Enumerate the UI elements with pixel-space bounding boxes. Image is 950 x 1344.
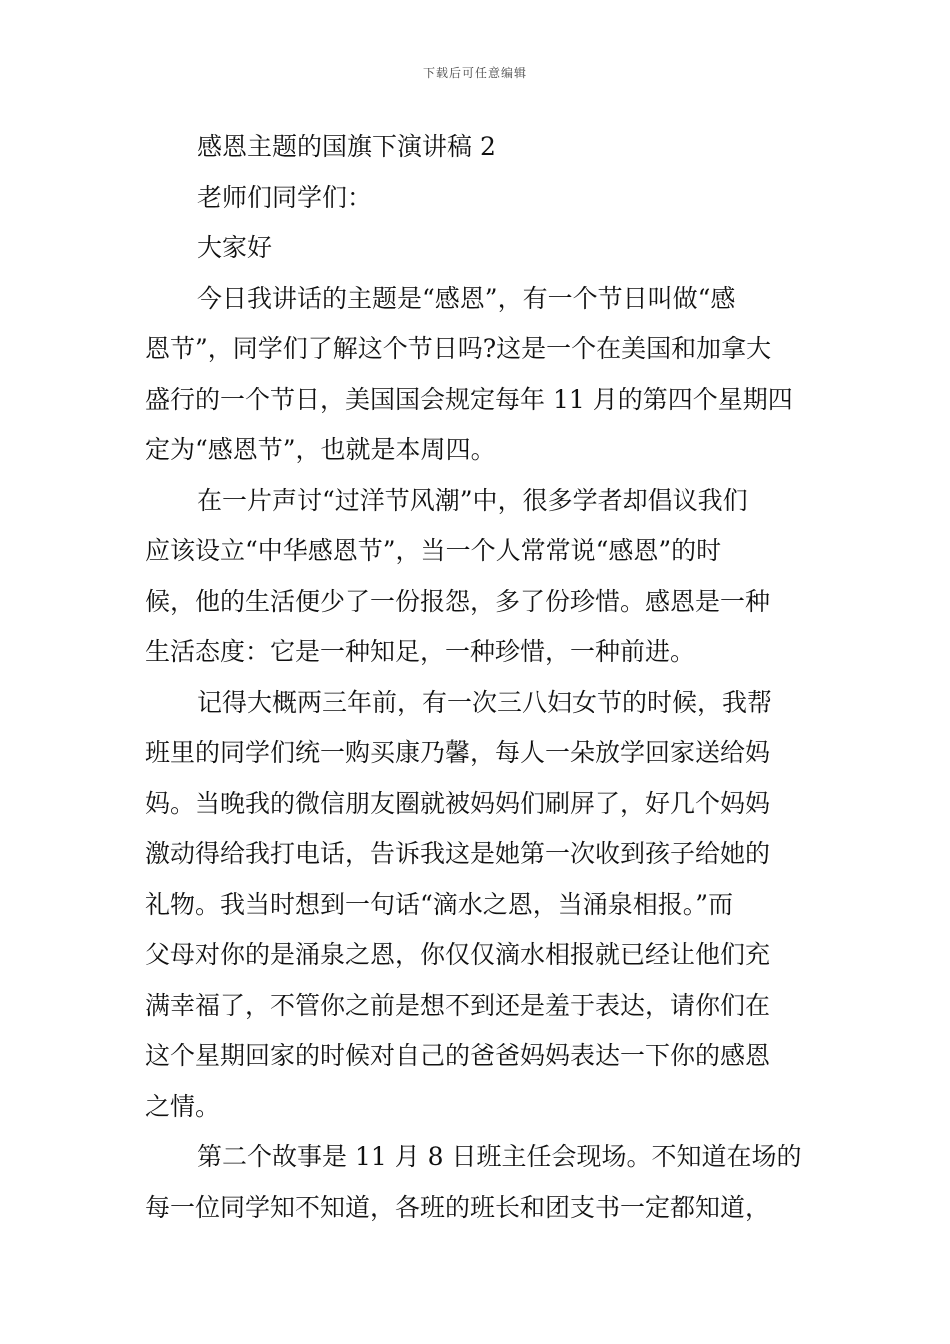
document-title: 感恩主题的国旗下演讲稿 2 (197, 132, 496, 161)
document-body (145, 122, 813, 1233)
text-line: 礼物。我当时想到一句话“滴水之恩，当涌泉相报。”而 (145, 889, 734, 919)
text-line: 生活态度：它是一种知足，一种珍惜，一种前进。 (145, 637, 696, 666)
text-line: 记得大概两三年前，有一次三八妇女节的时候，我帮 (197, 687, 773, 717)
text-line: 候，他的生活便少了一份报怨，多了份珍惜。感恩是一种 (145, 586, 771, 616)
text-line: 今日我讲话的主题是“感恩”，有一个节日叫做“感 (197, 283, 736, 313)
page-header: 下载后可任意编辑 (422, 66, 527, 80)
text-line: 恩节”，同学们了解这个节日吗?这是一个在美国和加拿大 (145, 334, 772, 363)
text-line: 定为“感恩节”，也就是本周四。 (145, 435, 496, 464)
text-line: 班里的同学们统一购买康乃馨，每人一朵放学回家送给妈 (145, 738, 771, 767)
text-line: 第二个故事是 11 月 8 日班主任会现场。不知道在场的 (197, 1142, 802, 1171)
text-line: 父母对你的是涌泉之恩，你仅仅滴水相报就已经让他们充 (145, 940, 771, 969)
text-line: 大家好 (197, 233, 273, 262)
text-line: 这个星期回家的时候对自己的爸爸妈妈表达一下你的感恩 (145, 1041, 771, 1070)
text-line: 妈。当晚我的微信朋友圈就被妈妈们刷屏了，好几个妈妈 (145, 788, 771, 818)
text-line: 在一片声讨“过洋节风潮”中，很多学者却倡议我们 (197, 485, 748, 515)
text-line: 老师们同学们： (197, 182, 373, 212)
text-line: 应该设立“中华感恩节”，当一个人常常说“感恩”的时 (145, 536, 722, 565)
text-line: 盛行的一个节日，美国国会规定每年 11 月的第四个星期四 (145, 384, 793, 414)
text-line: 激动得给我打电话，告诉我这是她第一次收到孩子给她的 (145, 839, 771, 868)
text-line: 满幸福了，不管你之前是想不到还是羞于表达，请你们在 (145, 990, 771, 1020)
text-line: 之情。 (145, 1091, 221, 1121)
text-line: 每一位同学知不知道，各班的班长和团支书一定都知道， (145, 1192, 771, 1222)
